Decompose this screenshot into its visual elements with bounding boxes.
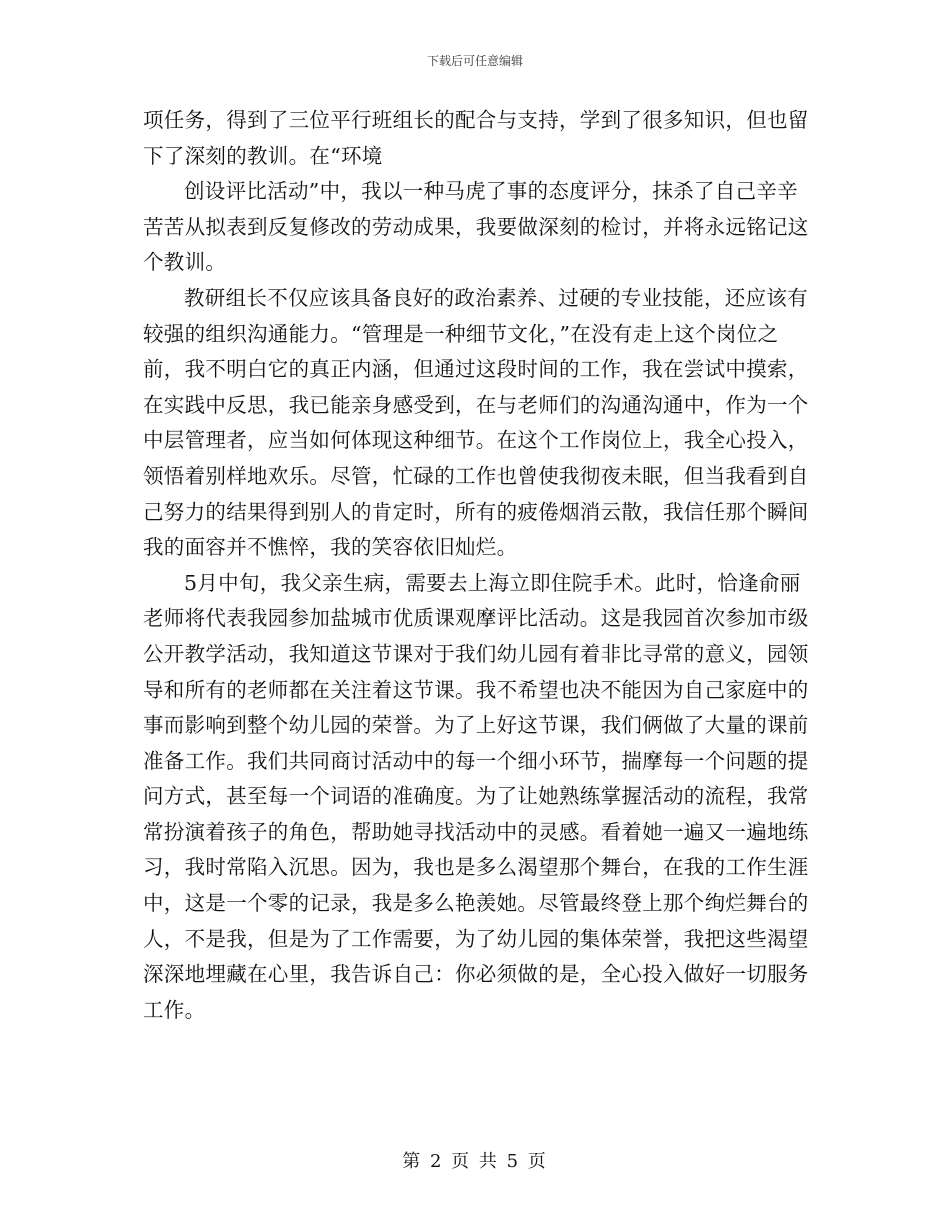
paragraph-4: 5月中旬，我父亲生病，需要去上海立即住院手术。此时，恰逢俞丽老师将代表我园参加盐城市优质课观摩评比活动。这是我园首次参加市级公开教学活动，我知道这节课对于我们幼儿园有着非比寻常的意义，园领导和所有的老师都在关注着这节课。我不希望也决不能因为自己家庭中的事而影响到整个幼儿园的荣誉。为了上好这节课，我们俩做了大量的课前准备工作。我们共同商讨活动中的每一个细小环节，揣摩每一个问题的提问方式，甚至每一个词语的准确度。为了让她熟练掌握活动的流程，我常常扮演着孩子的角色，帮助她寻找活动中的灵感。看着她一遍又一遍地练习，我时常陷入沉思。因为，我也是多么渴望那个舞台，在我的工作生涯中，这是一个零的记录，我是多么艳羡她。尽管最终登上那个绚烂舞台的人，不是我，但是为了工作需要，为了幼儿园的集体荣誉，我把这些渴望深深地埋藏在心里，我告诉自己：你必须做的是，全心投入做好一切服务工作。 bbox=[143, 570, 809, 1022]
paragraph-2: 创设评比活动”中，我以一种马虎了事的态度评分，抹杀了自己辛辛苦苦从拟表到反复修改的劳动成果，我要做深刻的检讨，并将永远铭记这个教训。 bbox=[143, 179, 809, 275]
paragraph-3: 教研组长不仅应该具备良好的政治素养、过硬的专业技能，还应该有较强的组织沟通能力。“管理是一种细节文化，”在没有走上这个岗位之前，我不明白它的真正内涵，但通过这段时间的工作，我在尝试中摸索，在实践中反思，我已能亲身感受到，在与老师们的沟通沟通中，作为一个中层管理者，应当如何体现这种细节。在这个工作岗位上，我全心投入，领悟着别样地欢乐。尽管，忙碌的工作也曾使我彻夜未眠，但当我看到自己努力的结果得到别人的肯定时，所有的疲倦烟消云散，我信任那个瞬间我的面容并不憔悴，我的笑容依旧灿烂。 bbox=[143, 285, 809, 560]
document-body bbox=[143, 103, 810, 1028]
page-header: 下载后可任意编辑 bbox=[426, 54, 523, 68]
paragraph-1: 项任务，得到了三位平行班组长的配合与支持，学到了很多知识，但也留下了深刻的教训。在“环境 bbox=[143, 108, 809, 168]
page-footer: 第 2 页 共 5 页 bbox=[402, 1151, 548, 1172]
